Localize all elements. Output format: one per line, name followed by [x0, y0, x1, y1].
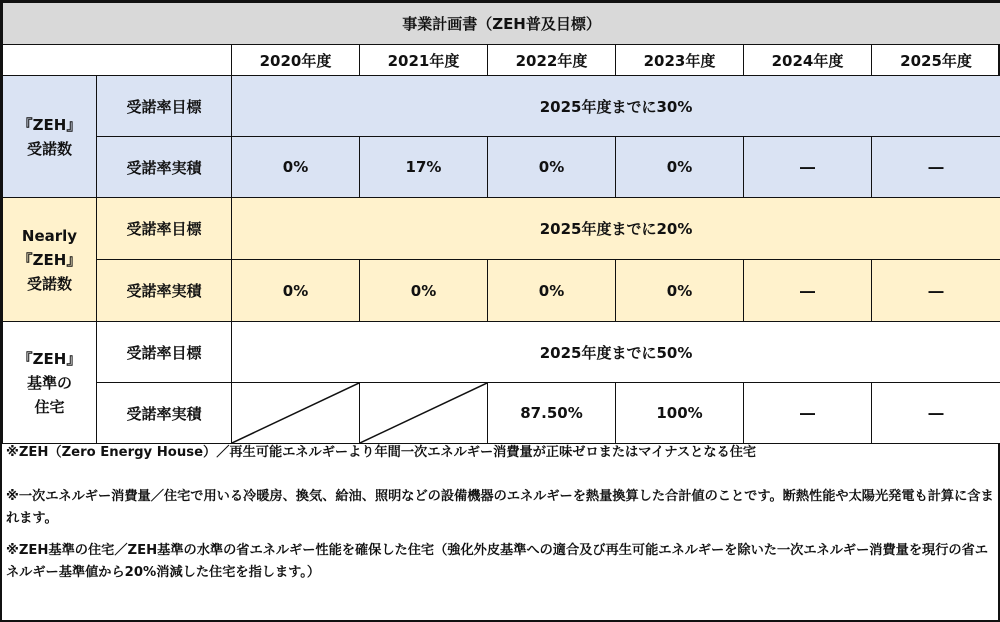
title-row [3, 3, 1000, 45]
actual-cell: 100% [616, 383, 744, 444]
nearly-zeh-actual-row [3, 260, 1000, 322]
year-header: 2023年度 [616, 45, 744, 76]
row-label-actual: 受諾率実積 [97, 260, 232, 322]
year-header: 2020年度 [232, 45, 360, 76]
actual-cell: 0% [488, 137, 616, 198]
not-applicable-cell [360, 383, 488, 444]
actual-cell: ― [872, 260, 1000, 322]
row-label-actual: 受諾率実積 [97, 137, 232, 198]
actual-cell: 17% [360, 137, 488, 198]
group-label-nearly-zeh [3, 198, 97, 322]
year-header: 2025年度 [872, 45, 1000, 76]
actual-cell: ― [744, 137, 872, 198]
group-label-zeh [3, 76, 97, 198]
row-label-actual: 受諾率実積 [97, 383, 232, 444]
row-label-target: 受諾率目標 [97, 76, 232, 137]
actual-cell: 0% [360, 260, 488, 322]
zeh-actual-row [3, 137, 1000, 198]
footnote: ※ZEH（Zero Energy House）／再生可能エネルギーより年間一次エネルギー消費量が正味ゼロまたはマイナスとなる住宅 [6, 445, 757, 460]
actual-cell: 0% [616, 137, 744, 198]
footnote: ※ZEH基準の住宅／ZEH基準の水準の省エネルギー性能を確保した住宅（強化外皮基準への適合及び再生可能エネルギーを除いた一次エネルギー消費量を現行の省エネルギー基準値から20%消減した住宅を指します。） [6, 543, 988, 580]
diagonal-slash [360, 383, 487, 443]
group-label-line: Nearly [21, 226, 78, 245]
header-blank [3, 45, 232, 76]
row-label-target: 受諾率目標 [97, 322, 232, 383]
group-label-line: 基準の [26, 373, 72, 392]
footnote: ※一次エネルギー消費量／住宅で用いる冷暖房、換気、給油、照明などの設備機器のエネルギーを熱量換算した合計値のことです。断熱性能や太陽光発電も計算に含まれます。 [6, 489, 994, 526]
group-label-line: 住宅 [34, 397, 65, 416]
nearly-zeh-target-row [3, 198, 1000, 260]
group-label-line: 受諾数 [26, 139, 72, 158]
zeh-target-row [3, 76, 1000, 137]
not-applicable-cell [232, 383, 360, 444]
actual-cell: 87.50% [488, 383, 616, 444]
actual-cell: 0% [488, 260, 616, 322]
zeh-standard-actual-row [3, 383, 1000, 444]
zeh-target-table [2, 2, 1000, 444]
target-value: 2025年度までに30% [232, 76, 1000, 137]
year-header: 2024年度 [744, 45, 872, 76]
row-label-target: 受諾率目標 [97, 198, 232, 260]
year-header: 2021年度 [360, 45, 488, 76]
group-label-line: 受諾数 [26, 274, 72, 293]
footnotes [6, 442, 994, 584]
year-header: 2022年度 [488, 45, 616, 76]
actual-cell: 0% [616, 260, 744, 322]
group-label-line: 『ZEH』 [17, 115, 82, 134]
actual-cell: ― [744, 383, 872, 444]
actual-cell: ― [744, 260, 872, 322]
target-value: 2025年度までに50% [232, 322, 1000, 383]
group-label-line: 『ZEH』 [17, 349, 82, 368]
target-value: 2025年度までに20% [232, 198, 1000, 260]
group-label-zeh-standard [3, 322, 97, 444]
actual-cell: ― [872, 383, 1000, 444]
actual-cell: 0% [232, 137, 360, 198]
year-header-row [3, 45, 1000, 76]
group-label-line: 『ZEH』 [17, 250, 82, 269]
actual-cell: ― [872, 137, 1000, 198]
actual-cell: 0% [232, 260, 360, 322]
diagonal-slash [232, 383, 359, 443]
zeh-standard-target-row [3, 322, 1000, 383]
table-title: 事業計画書（ZEH普及目標） [3, 3, 1000, 45]
